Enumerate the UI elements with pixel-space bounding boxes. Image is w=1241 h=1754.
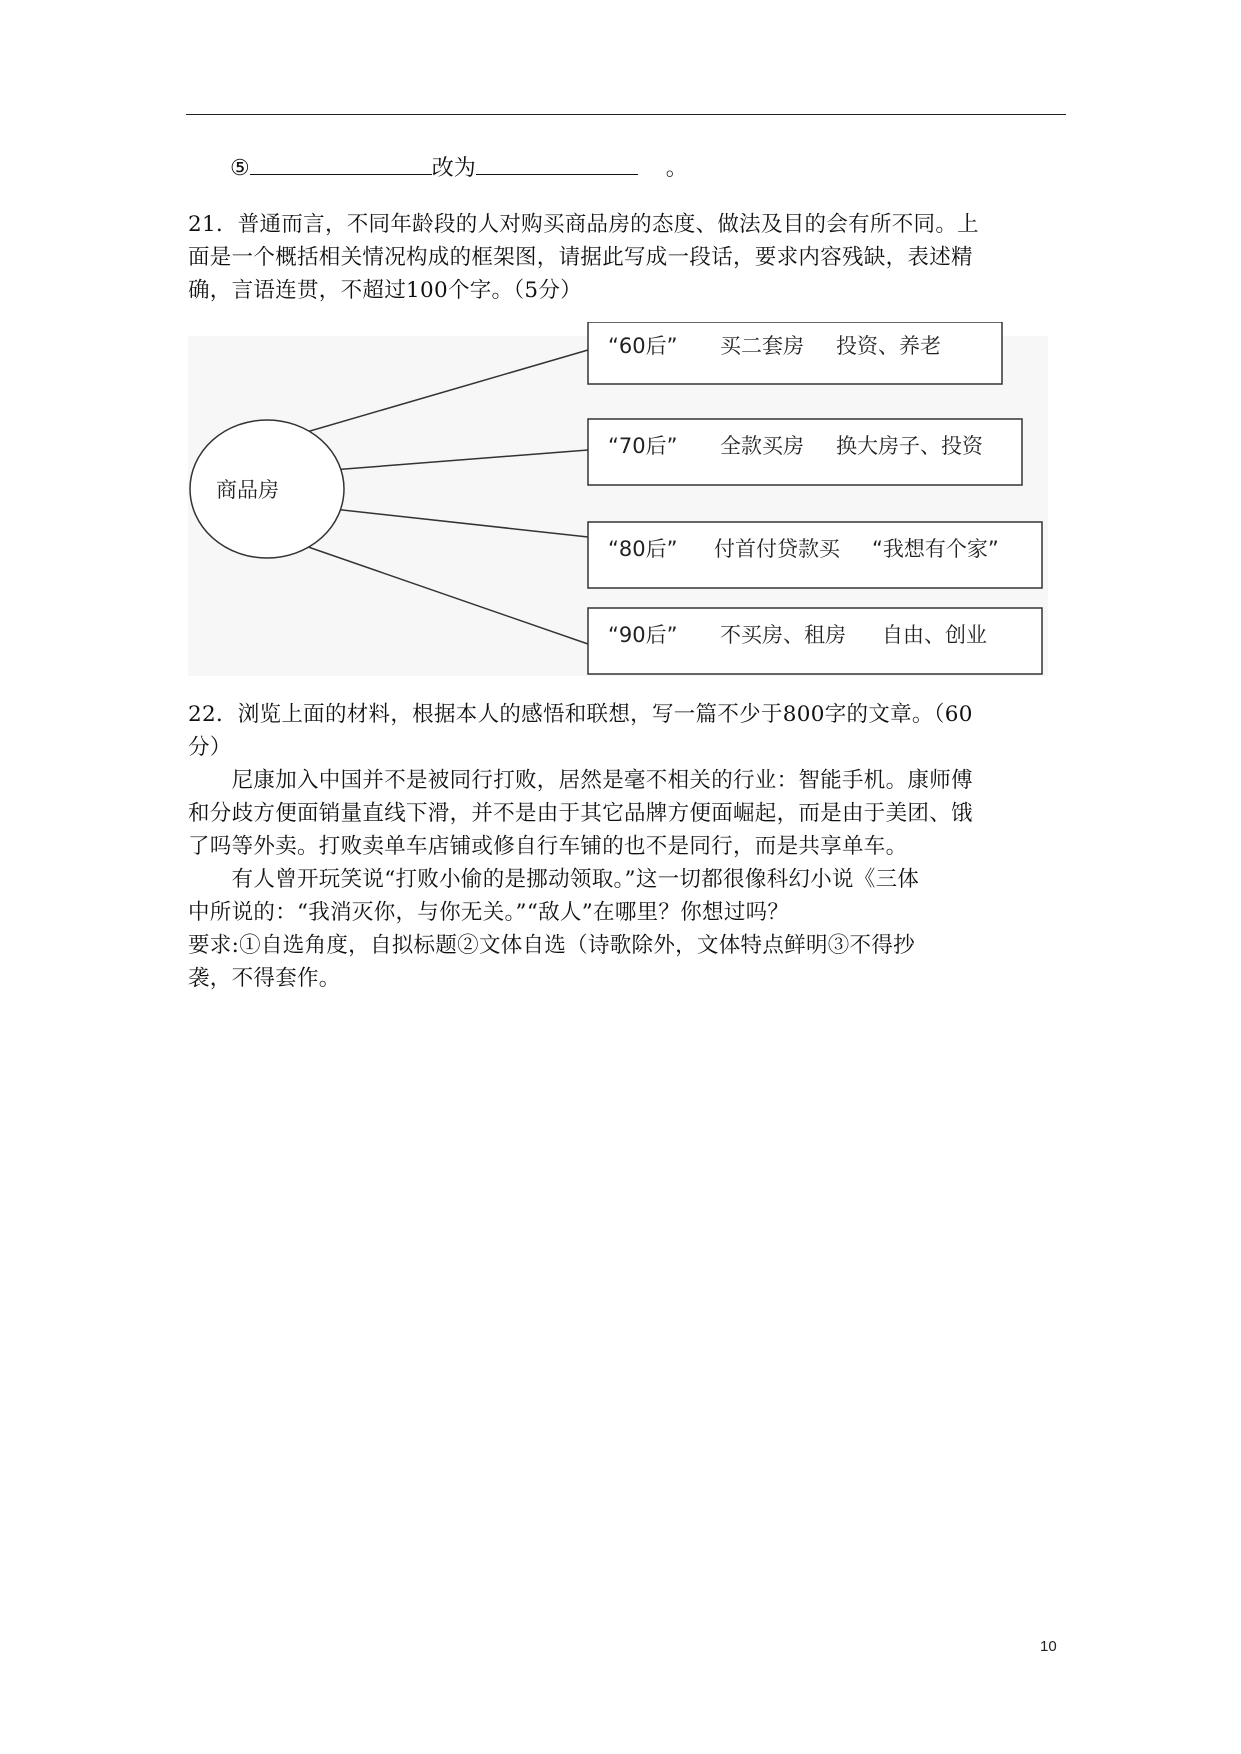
diagram-svg <box>188 322 1048 680</box>
header-rule <box>186 114 1066 115</box>
connector-line-70 <box>306 450 588 472</box>
box-60-goal: 投资、养老 <box>836 334 941 358</box>
q22-line-7: 中所说的：“我消灭你，与你无关。”“敌人”在哪里？你想过吗？ <box>188 900 790 925</box>
box-70-attitude: 全款买房 <box>720 434 804 458</box>
q22-line-9: 袭，不得套作。 <box>188 966 341 991</box>
answer-blank-revised[interactable] <box>476 152 638 175</box>
fill-in-item-5 <box>230 152 688 185</box>
q22-line-6: 有人曾开玩笑说“打败小偷的是挪动领取。”这一切都很像科幻小说《三体 <box>188 867 920 892</box>
box-90-generation: “90后” <box>608 623 678 647</box>
box-60-generation: “60后” <box>608 334 678 358</box>
q21-line-2: 面是一个概括相关情况构成的框架图，请据此写成一段话，要求内容残缺，表述精 <box>188 245 973 270</box>
box-90-goal: 自由、创业 <box>882 623 987 647</box>
connector-line-80 <box>306 506 588 537</box>
q22-line-1: 22．浏览上面的材料，根据本人的感悟和联想，写一篇不少于800字的文章。（60 <box>188 702 973 727</box>
q22-line-4: 和分歧方便面销量直线下滑，并不是由于其它品牌方便面崛起，而是由于美团、饿 <box>188 801 973 826</box>
box-70-generation: “70后” <box>608 434 678 458</box>
q21-line-1: 21．普通而言，不同年龄段的人对购买商品房的态度、做法及目的会有所不同。上 <box>188 212 979 237</box>
q21-line-3: 确，言语连贯，不超过100个字。（5分） <box>188 278 582 303</box>
box-70-goal: 换大房子、投资 <box>836 434 983 458</box>
q22-line-3: 尼康加入中国并不是被同行打败，居然是毫不相关的行业：智能手机。康师傅 <box>188 768 973 793</box>
box-80-goal: “我想有个家” <box>872 537 999 561</box>
framework-diagram <box>188 322 1048 680</box>
box-80-attitude: 付首付贷款买 <box>714 537 840 561</box>
fill-end-text: 。 <box>665 156 688 181</box>
box-60-attitude: 买二套房 <box>720 334 804 358</box>
center-label: 商品房 <box>216 478 279 502</box>
connector-line-60 <box>286 350 588 438</box>
answer-blank-original[interactable] <box>250 152 432 175</box>
connector-line-90 <box>288 540 588 644</box>
page-number: 10 <box>1040 1638 1057 1655</box>
q22-line-2: 分） <box>188 735 232 760</box>
item-marker: ⑤ <box>230 156 250 181</box>
fill-middle-text: 改为 <box>431 156 476 181</box>
box-90-attitude: 不买房、租房 <box>720 623 846 647</box>
q22-line-5: 了吗等外卖。打败卖单车店铺或修自行车铺的也不是同行，而是共享单车。 <box>188 834 908 859</box>
box-80-generation: “80后” <box>608 537 678 561</box>
q22-line-8: 要求:①自选角度，自拟标题②文体自选（诗歌除外，文体特点鲜明③不得抄 <box>188 933 915 958</box>
